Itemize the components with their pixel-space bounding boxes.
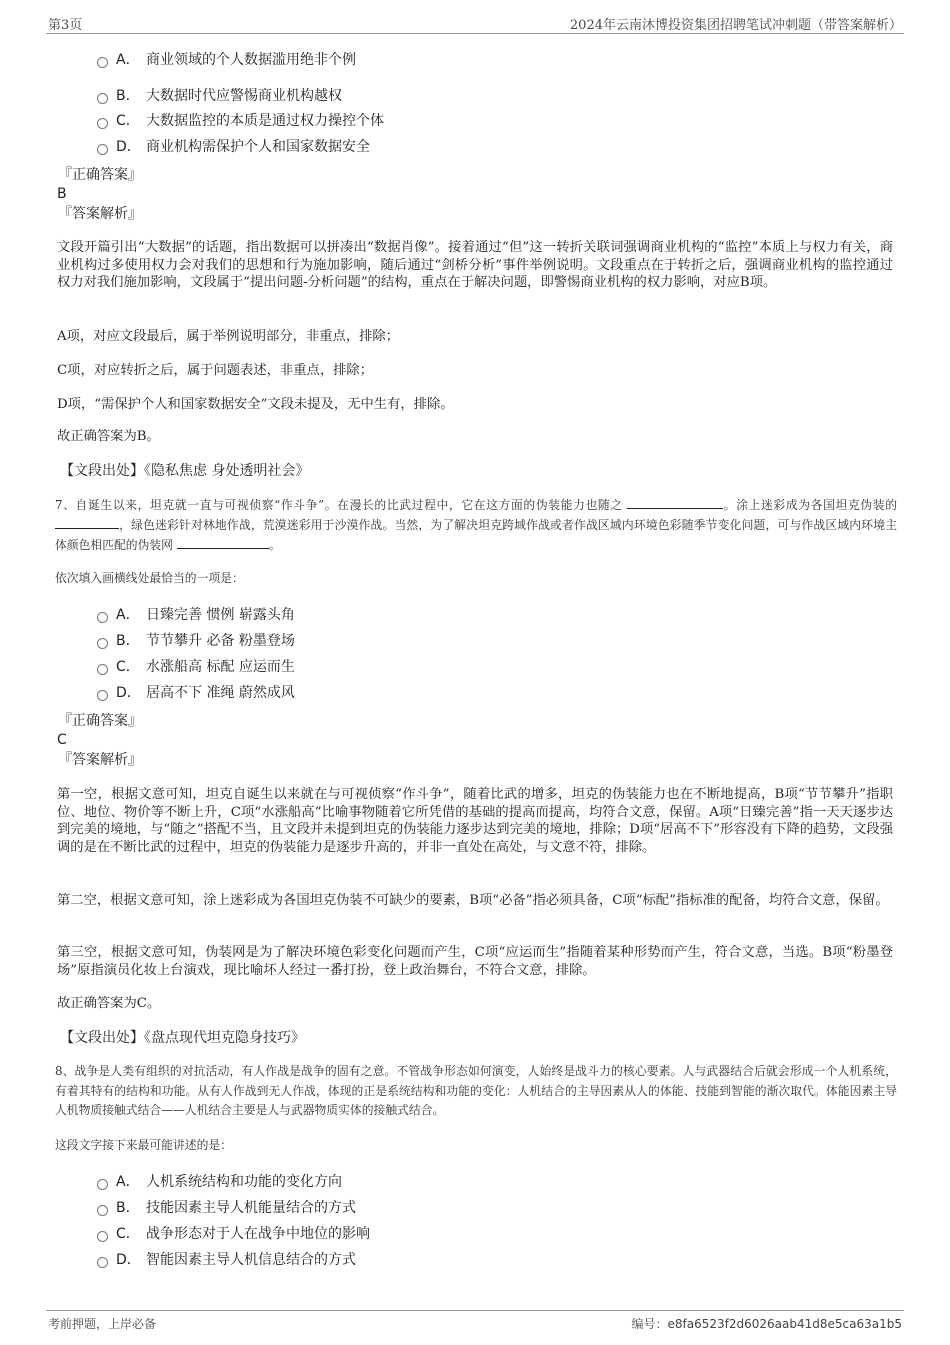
q7-analysis-3: 第三空，根据文意可知，伪装网是为了解决环境色彩变化问题而产生，C项“应运而生”指随着某种形势而产生，符合文意，当选。B项“粉墨登场”原指演员化妆上台演戏，现比喻坏人经过一番打扮，登上政治舞台，不符合文意，排除。 — [57, 945, 893, 978]
q7-option-d[interactable]: D． 居高不下 准绳 蔚然成风 — [97, 684, 295, 702]
page-number: 第3页 — [48, 18, 83, 33]
q6-option-b[interactable]: B． 大数据时代应警惕商业机构越权 — [97, 87, 342, 105]
footer-divider — [46, 1310, 904, 1311]
radio-icon[interactable] — [97, 612, 108, 623]
q8-option-d[interactable]: D． 智能因素主导人机信息结合的方式 — [97, 1251, 356, 1269]
q8-prompt: 这段文字接下来最可能讲述的是： — [55, 1138, 232, 1152]
q6-option-d[interactable]: D． 商业机构需保护个人和国家数据安全 — [97, 138, 370, 156]
q6-answer: B — [57, 186, 67, 202]
q7-source: 【文段出处】《盘点现代坦克隐身技巧》 — [60, 1030, 305, 1046]
header-divider — [46, 33, 904, 34]
q6-note-a: A项，对应文段最后，属于举例说明部分，非重点，排除； — [57, 329, 400, 344]
blank-1 — [627, 496, 723, 509]
q7-option-a[interactable]: A． 日臻完善 惯例 崭露头角 — [97, 606, 295, 624]
radio-icon[interactable] — [97, 93, 108, 104]
q7-analysis-label: 『答案解析』 — [58, 752, 142, 768]
radio-icon[interactable] — [97, 638, 108, 649]
document-code: 编号：e8fa6523f2d6026aab41d8e5ca63a1b5 — [631, 1317, 902, 1331]
radio-icon[interactable] — [97, 144, 108, 155]
blank-2 — [55, 516, 119, 529]
document-title: 2024年云南沐博投资集团招聘笔试冲刺题（带答案解析） — [569, 18, 902, 33]
q7-analysis-1: 第一空，根据文意可知，坦克自诞生以来就在与可视侦察“作斗争”，随着比武的增多，坦克的伪装能力也在不断地提高，B项“节节攀升”指职位、地位、物价等不断上升，C项“水涨船高”比喻事物随着它所凭借的基础的提高而提高，均符合文意，保留。A项“日臻完善”指一天天逐步达到完美的境地，与“随之”搭配不当，且文段并未提到坦克的伪装能力逐步达到完美的境地，排除；D项“居高不下”形容没有下降的趋势，文段强调的是在不断比武的过程中，坦克的伪装能力是逐步升高的，并非一直处在高处，与文意不符，排除。 — [57, 787, 893, 855]
radio-icon[interactable] — [97, 1231, 108, 1242]
radio-icon[interactable] — [97, 1205, 108, 1216]
q8-option-b[interactable]: B． 技能因素主导人机能量结合的方式 — [97, 1199, 356, 1217]
q6-option-a[interactable]: A． 商业领域的个人数据滥用绝非个例 — [97, 51, 356, 69]
q8-stem: 8、战争是人类有组织的对抗活动，有人作战是战争的固有之意。不管战争形态如何演变，人始终是战斗力的核心要素。人与武器结合后就会形成一个人机系统，有着其特有的结构和功能。从有人作战到无人作战，体现的正是系统结构和功能的变化：人机结合的主导因素从人的体能、技能到智能的渐次取代。体能因素主导人机物质接触式结合——人机结合主要是人与武器物质实体的接触式结合。 — [55, 1064, 897, 1117]
q8-option-c[interactable]: C． 战争形态对于人在战争中地位的影响 — [97, 1225, 370, 1243]
q8-option-a[interactable]: A． 人机系统结构和功能的变化方向 — [97, 1173, 342, 1191]
radio-icon[interactable] — [97, 118, 108, 129]
q7-option-c[interactable]: C． 水涨船高 标配 应运而生 — [97, 658, 295, 676]
q6-source: 【文段出处】《隐私焦虑 身处透明社会》 — [60, 463, 310, 479]
q6-analysis-text: 文段开篇引出“大数据”的话题，指出数据可以拼凑出“数据肖像”。接着通过“但”这一转折关联词强调商业机构的“监控”本质上与权力有关，商业机构过多使用权力会对我们的思想和行为施加影响，随后通过“剑桥分析”事件举例说明。文段重点在于转折之后，强调商业机构的监控通过权力对我们施加影响，文段属于“提出问题-分析问题”的结构，重点在于解决问题，即警惕商业机构的权力影响，对应B项。 — [57, 240, 893, 290]
q6-analysis-label: 『答案解析』 — [58, 206, 142, 222]
radio-icon[interactable] — [97, 1179, 108, 1190]
q7-prompt: 依次填入画横线处最恰当的一项是： — [55, 571, 244, 585]
q7-answer-label: 『正确答案』 — [58, 713, 142, 729]
q7-conclusion: 故正确答案为C。 — [57, 996, 161, 1011]
q6-note-c: C项，对应转折之后，属于问题表述，非重点，排除； — [57, 363, 374, 378]
radio-icon[interactable] — [97, 1257, 108, 1268]
q6-answer-label: 『正确答案』 — [58, 167, 142, 183]
q7-option-b[interactable]: B． 节节攀升 必备 粉墨登场 — [97, 632, 295, 650]
q7-answer: C — [57, 732, 67, 748]
q6-note-d: D项，“需保护个人和国家数据安全”文段未提及，无中生有，排除。 — [57, 397, 454, 412]
blank-3 — [177, 536, 269, 549]
radio-icon[interactable] — [97, 690, 108, 701]
footer-slogan: 考前押题，上岸必备 — [48, 1317, 157, 1331]
page-header — [48, 14, 902, 34]
q6-option-c[interactable]: C． 大数据监控的本质是通过权力操控个体 — [97, 112, 384, 130]
q7-analysis-2: 第二空，根据文意可知，涂上迷彩成为各国坦克伪装不可缺少的要素，B项“必备”指必须具备，C项“标配”指标准的配备，均符合文意，保留。 — [57, 893, 889, 908]
q7-stem: 7、自诞生以来，坦克就一直与可视侦察“作斗争”。在漫长的比武过程中，它在这方面的伪装能力也随之 。涂上迷彩成为各国坦克伪装的 ，绿色迷彩针对林地作战，荒漠迷彩用于沙漠作战。当然，为了解决坦克跨域作战或者作战区域内环境色彩随季节变化问题，可与作战区域内环境主体颜色相匹配的伪装网 。 — [55, 498, 897, 552]
q6-conclusion: 故正确答案为B。 — [57, 429, 160, 444]
radio-icon[interactable] — [97, 57, 108, 68]
radio-icon[interactable] — [97, 664, 108, 675]
